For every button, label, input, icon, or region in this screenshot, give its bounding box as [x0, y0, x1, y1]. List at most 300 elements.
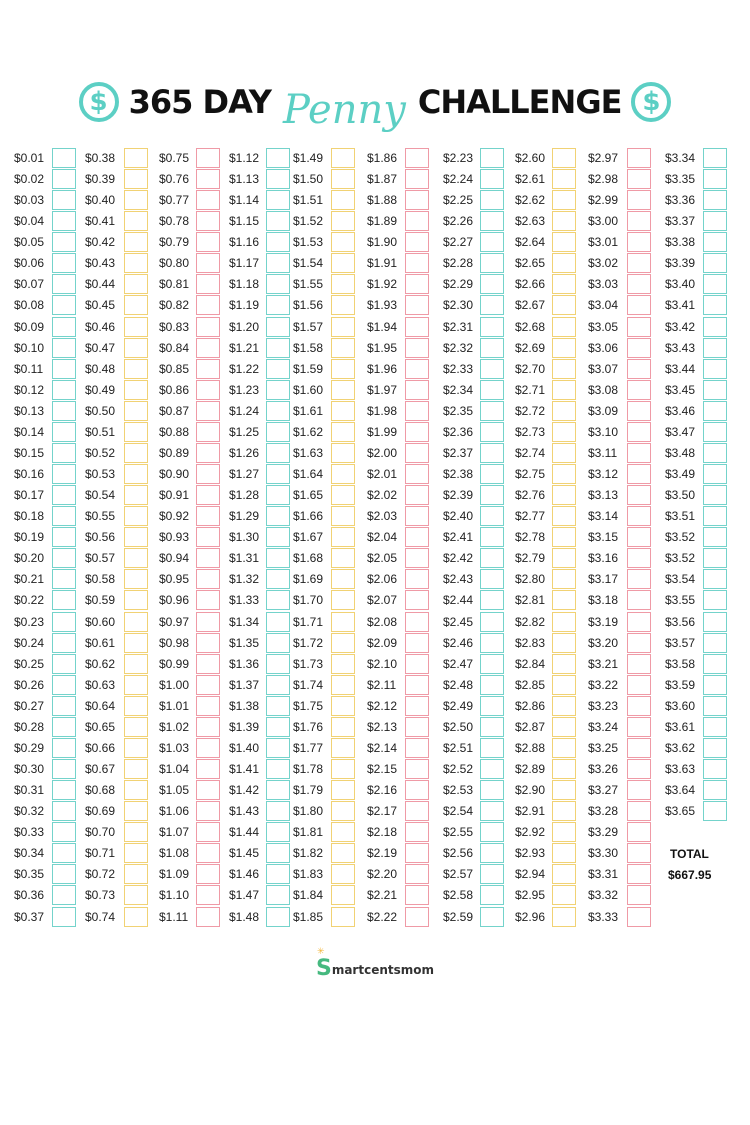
checkbox-cell[interactable]: [52, 443, 76, 463]
checkbox-cell[interactable]: [52, 717, 76, 737]
checkbox-cell[interactable]: [480, 211, 504, 231]
checkbox-cell[interactable]: [196, 527, 220, 547]
checkbox-cell[interactable]: [703, 274, 727, 294]
checkbox-cell[interactable]: [52, 401, 76, 421]
checkbox-cell[interactable]: [552, 885, 576, 905]
checkbox-cell[interactable]: [552, 633, 576, 653]
checkbox-cell[interactable]: [52, 590, 76, 610]
checkbox-cell[interactable]: [480, 696, 504, 716]
checkbox-cell[interactable]: [405, 190, 429, 210]
checkbox-cell[interactable]: [480, 169, 504, 189]
checkbox-cell[interactable]: [552, 274, 576, 294]
checkbox-cell[interactable]: [196, 717, 220, 737]
checkbox-cell[interactable]: [405, 527, 429, 547]
checkbox-cell[interactable]: [124, 843, 148, 863]
checkbox-cell[interactable]: [331, 317, 355, 337]
checkbox-cell[interactable]: [52, 169, 76, 189]
checkbox-cell[interactable]: [480, 401, 504, 421]
checkbox-cell[interactable]: [405, 380, 429, 400]
checkbox-cell[interactable]: [552, 422, 576, 442]
checkbox-cell[interactable]: [405, 675, 429, 695]
checkbox-cell[interactable]: [52, 274, 76, 294]
checkbox-cell[interactable]: [124, 590, 148, 610]
checkbox-cell[interactable]: [124, 717, 148, 737]
checkbox-cell[interactable]: [52, 485, 76, 505]
checkbox-cell[interactable]: [703, 759, 727, 779]
checkbox-cell[interactable]: [703, 738, 727, 758]
checkbox-cell[interactable]: [480, 359, 504, 379]
checkbox-cell[interactable]: [405, 612, 429, 632]
checkbox-cell[interactable]: [124, 633, 148, 653]
checkbox-cell[interactable]: [196, 654, 220, 674]
checkbox-cell[interactable]: [703, 443, 727, 463]
checkbox-cell[interactable]: [627, 738, 651, 758]
checkbox-cell[interactable]: [266, 527, 290, 547]
checkbox-cell[interactable]: [480, 759, 504, 779]
checkbox-cell[interactable]: [331, 907, 355, 927]
checkbox-cell[interactable]: [196, 590, 220, 610]
checkbox-cell[interactable]: [552, 211, 576, 231]
checkbox-cell[interactable]: [552, 801, 576, 821]
checkbox-cell[interactable]: [196, 338, 220, 358]
checkbox-cell[interactable]: [552, 907, 576, 927]
checkbox-cell[interactable]: [124, 317, 148, 337]
checkbox-cell[interactable]: [266, 232, 290, 252]
checkbox-cell[interactable]: [266, 864, 290, 884]
checkbox-cell[interactable]: [552, 548, 576, 568]
checkbox-cell[interactable]: [627, 654, 651, 674]
checkbox-cell[interactable]: [703, 590, 727, 610]
checkbox-cell[interactable]: [52, 211, 76, 231]
checkbox-cell[interactable]: [266, 506, 290, 526]
checkbox-cell[interactable]: [627, 717, 651, 737]
checkbox-cell[interactable]: [52, 696, 76, 716]
checkbox-cell[interactable]: [405, 506, 429, 526]
checkbox-cell[interactable]: [405, 443, 429, 463]
checkbox-cell[interactable]: [331, 253, 355, 273]
checkbox-cell[interactable]: [405, 569, 429, 589]
checkbox-cell[interactable]: [196, 633, 220, 653]
checkbox-cell[interactable]: [627, 696, 651, 716]
checkbox-cell[interactable]: [480, 590, 504, 610]
checkbox-cell[interactable]: [405, 548, 429, 568]
checkbox-cell[interactable]: [124, 274, 148, 294]
checkbox-cell[interactable]: [405, 864, 429, 884]
checkbox-cell[interactable]: [196, 169, 220, 189]
checkbox-cell[interactable]: [703, 295, 727, 315]
checkbox-cell[interactable]: [124, 359, 148, 379]
checkbox-cell[interactable]: [627, 675, 651, 695]
checkbox-cell[interactable]: [405, 485, 429, 505]
checkbox-cell[interactable]: [52, 148, 76, 168]
checkbox-cell[interactable]: [627, 485, 651, 505]
checkbox-cell[interactable]: [266, 738, 290, 758]
checkbox-cell[interactable]: [266, 338, 290, 358]
checkbox-cell[interactable]: [627, 907, 651, 927]
checkbox-cell[interactable]: [331, 169, 355, 189]
checkbox-cell[interactable]: [266, 885, 290, 905]
checkbox-cell[interactable]: [266, 801, 290, 821]
checkbox-cell[interactable]: [703, 401, 727, 421]
checkbox-cell[interactable]: [52, 380, 76, 400]
checkbox-cell[interactable]: [627, 759, 651, 779]
checkbox-cell[interactable]: [331, 654, 355, 674]
checkbox-cell[interactable]: [331, 885, 355, 905]
checkbox-cell[interactable]: [627, 612, 651, 632]
checkbox-cell[interactable]: [627, 822, 651, 842]
checkbox-cell[interactable]: [124, 907, 148, 927]
checkbox-cell[interactable]: [627, 548, 651, 568]
checkbox-cell[interactable]: [405, 738, 429, 758]
checkbox-cell[interactable]: [196, 422, 220, 442]
checkbox-cell[interactable]: [266, 612, 290, 632]
checkbox-cell[interactable]: [124, 506, 148, 526]
checkbox-cell[interactable]: [266, 843, 290, 863]
checkbox-cell[interactable]: [196, 864, 220, 884]
checkbox-cell[interactable]: [627, 295, 651, 315]
checkbox-cell[interactable]: [331, 211, 355, 231]
checkbox-cell[interactable]: [552, 253, 576, 273]
checkbox-cell[interactable]: [627, 338, 651, 358]
checkbox-cell[interactable]: [405, 590, 429, 610]
checkbox-cell[interactable]: [331, 548, 355, 568]
checkbox-cell[interactable]: [52, 548, 76, 568]
checkbox-cell[interactable]: [52, 759, 76, 779]
checkbox-cell[interactable]: [480, 148, 504, 168]
checkbox-cell[interactable]: [331, 190, 355, 210]
checkbox-cell[interactable]: [196, 148, 220, 168]
checkbox-cell[interactable]: [703, 633, 727, 653]
checkbox-cell[interactable]: [124, 654, 148, 674]
checkbox-cell[interactable]: [405, 169, 429, 189]
checkbox-cell[interactable]: [331, 295, 355, 315]
checkbox-cell[interactable]: [627, 274, 651, 294]
checkbox-cell[interactable]: [331, 148, 355, 168]
checkbox-cell[interactable]: [331, 675, 355, 695]
checkbox-cell[interactable]: [196, 317, 220, 337]
checkbox-cell[interactable]: [196, 190, 220, 210]
checkbox-cell[interactable]: [627, 464, 651, 484]
checkbox-cell[interactable]: [52, 295, 76, 315]
checkbox-cell[interactable]: [627, 801, 651, 821]
checkbox-cell[interactable]: [52, 190, 76, 210]
checkbox-cell[interactable]: [266, 401, 290, 421]
checkbox-cell[interactable]: [266, 317, 290, 337]
checkbox-cell[interactable]: [405, 885, 429, 905]
checkbox-cell[interactable]: [196, 801, 220, 821]
checkbox-cell[interactable]: [266, 633, 290, 653]
checkbox-cell[interactable]: [480, 422, 504, 442]
checkbox-cell[interactable]: [480, 801, 504, 821]
checkbox-cell[interactable]: [331, 401, 355, 421]
checkbox-cell[interactable]: [196, 464, 220, 484]
checkbox-cell[interactable]: [266, 548, 290, 568]
checkbox-cell[interactable]: [124, 148, 148, 168]
checkbox-cell[interactable]: [480, 864, 504, 884]
checkbox-cell[interactable]: [52, 801, 76, 821]
checkbox-cell[interactable]: [331, 696, 355, 716]
checkbox-cell[interactable]: [480, 443, 504, 463]
checkbox-cell[interactable]: [405, 148, 429, 168]
checkbox-cell[interactable]: [196, 843, 220, 863]
checkbox-cell[interactable]: [703, 338, 727, 358]
checkbox-cell[interactable]: [552, 843, 576, 863]
checkbox-cell[interactable]: [627, 506, 651, 526]
checkbox-cell[interactable]: [405, 780, 429, 800]
checkbox-cell[interactable]: [196, 295, 220, 315]
checkbox-cell[interactable]: [331, 380, 355, 400]
checkbox-cell[interactable]: [552, 506, 576, 526]
checkbox-cell[interactable]: [331, 801, 355, 821]
checkbox-cell[interactable]: [627, 527, 651, 547]
checkbox-cell[interactable]: [331, 822, 355, 842]
checkbox-cell[interactable]: [627, 253, 651, 273]
checkbox-cell[interactable]: [480, 675, 504, 695]
checkbox-cell[interactable]: [196, 822, 220, 842]
checkbox-cell[interactable]: [703, 527, 727, 547]
checkbox-cell[interactable]: [480, 317, 504, 337]
checkbox-cell[interactable]: [703, 569, 727, 589]
checkbox-cell[interactable]: [266, 359, 290, 379]
checkbox-cell[interactable]: [266, 696, 290, 716]
checkbox-cell[interactable]: [52, 843, 76, 863]
checkbox-cell[interactable]: [552, 780, 576, 800]
checkbox-cell[interactable]: [331, 338, 355, 358]
checkbox-cell[interactable]: [552, 359, 576, 379]
checkbox-cell[interactable]: [552, 295, 576, 315]
checkbox-cell[interactable]: [52, 253, 76, 273]
checkbox-cell[interactable]: [405, 843, 429, 863]
checkbox-cell[interactable]: [124, 380, 148, 400]
checkbox-cell[interactable]: [124, 232, 148, 252]
checkbox-cell[interactable]: [480, 885, 504, 905]
checkbox-cell[interactable]: [331, 590, 355, 610]
checkbox-cell[interactable]: [552, 338, 576, 358]
checkbox-cell[interactable]: [124, 253, 148, 273]
checkbox-cell[interactable]: [405, 717, 429, 737]
checkbox-cell[interactable]: [52, 317, 76, 337]
checkbox-cell[interactable]: [627, 232, 651, 252]
checkbox-cell[interactable]: [196, 232, 220, 252]
checkbox-cell[interactable]: [331, 759, 355, 779]
checkbox-cell[interactable]: [52, 738, 76, 758]
checkbox-cell[interactable]: [552, 590, 576, 610]
checkbox-cell[interactable]: [627, 864, 651, 884]
checkbox-cell[interactable]: [52, 464, 76, 484]
checkbox-cell[interactable]: [552, 569, 576, 589]
checkbox-cell[interactable]: [52, 527, 76, 547]
checkbox-cell[interactable]: [552, 464, 576, 484]
checkbox-cell[interactable]: [480, 612, 504, 632]
checkbox-cell[interactable]: [627, 169, 651, 189]
checkbox-cell[interactable]: [405, 338, 429, 358]
checkbox-cell[interactable]: [124, 801, 148, 821]
checkbox-cell[interactable]: [703, 232, 727, 252]
checkbox-cell[interactable]: [703, 780, 727, 800]
checkbox-cell[interactable]: [52, 780, 76, 800]
checkbox-cell[interactable]: [331, 443, 355, 463]
checkbox-cell[interactable]: [196, 506, 220, 526]
checkbox-cell[interactable]: [196, 885, 220, 905]
checkbox-cell[interactable]: [627, 380, 651, 400]
checkbox-cell[interactable]: [405, 422, 429, 442]
checkbox-cell[interactable]: [124, 548, 148, 568]
checkbox-cell[interactable]: [196, 485, 220, 505]
checkbox-cell[interactable]: [52, 338, 76, 358]
checkbox-cell[interactable]: [703, 211, 727, 231]
checkbox-cell[interactable]: [703, 190, 727, 210]
checkbox-cell[interactable]: [266, 380, 290, 400]
checkbox-cell[interactable]: [405, 759, 429, 779]
checkbox-cell[interactable]: [703, 169, 727, 189]
checkbox-cell[interactable]: [703, 485, 727, 505]
checkbox-cell[interactable]: [266, 295, 290, 315]
checkbox-cell[interactable]: [331, 232, 355, 252]
checkbox-cell[interactable]: [266, 274, 290, 294]
checkbox-cell[interactable]: [552, 738, 576, 758]
checkbox-cell[interactable]: [552, 696, 576, 716]
checkbox-cell[interactable]: [266, 422, 290, 442]
checkbox-cell[interactable]: [552, 654, 576, 674]
checkbox-cell[interactable]: [124, 738, 148, 758]
checkbox-cell[interactable]: [627, 633, 651, 653]
checkbox-cell[interactable]: [552, 380, 576, 400]
checkbox-cell[interactable]: [703, 422, 727, 442]
checkbox-cell[interactable]: [196, 675, 220, 695]
checkbox-cell[interactable]: [405, 907, 429, 927]
checkbox-cell[interactable]: [52, 675, 76, 695]
checkbox-cell[interactable]: [627, 190, 651, 210]
checkbox-cell[interactable]: [52, 907, 76, 927]
checkbox-cell[interactable]: [552, 232, 576, 252]
checkbox-cell[interactable]: [627, 443, 651, 463]
checkbox-cell[interactable]: [331, 569, 355, 589]
checkbox-cell[interactable]: [331, 612, 355, 632]
checkbox-cell[interactable]: [124, 295, 148, 315]
checkbox-cell[interactable]: [124, 169, 148, 189]
checkbox-cell[interactable]: [405, 633, 429, 653]
checkbox-cell[interactable]: [552, 612, 576, 632]
checkbox-cell[interactable]: [552, 864, 576, 884]
checkbox-cell[interactable]: [124, 569, 148, 589]
checkbox-cell[interactable]: [124, 401, 148, 421]
checkbox-cell[interactable]: [266, 907, 290, 927]
checkbox-cell[interactable]: [196, 780, 220, 800]
checkbox-cell[interactable]: [703, 359, 727, 379]
checkbox-cell[interactable]: [405, 359, 429, 379]
checkbox-cell[interactable]: [405, 654, 429, 674]
checkbox-cell[interactable]: [331, 633, 355, 653]
checkbox-cell[interactable]: [196, 759, 220, 779]
checkbox-cell[interactable]: [196, 274, 220, 294]
checkbox-cell[interactable]: [480, 527, 504, 547]
checkbox-cell[interactable]: [405, 696, 429, 716]
checkbox-cell[interactable]: [405, 211, 429, 231]
checkbox-cell[interactable]: [196, 907, 220, 927]
checkbox-cell[interactable]: [331, 506, 355, 526]
checkbox-cell[interactable]: [703, 464, 727, 484]
checkbox-cell[interactable]: [52, 569, 76, 589]
checkbox-cell[interactable]: [480, 464, 504, 484]
checkbox-cell[interactable]: [52, 422, 76, 442]
checkbox-cell[interactable]: [124, 612, 148, 632]
checkbox-cell[interactable]: [331, 717, 355, 737]
checkbox-cell[interactable]: [480, 506, 504, 526]
checkbox-cell[interactable]: [480, 654, 504, 674]
checkbox-cell[interactable]: [331, 359, 355, 379]
checkbox-cell[interactable]: [703, 548, 727, 568]
checkbox-cell[interactable]: [552, 148, 576, 168]
checkbox-cell[interactable]: [266, 780, 290, 800]
checkbox-cell[interactable]: [552, 759, 576, 779]
checkbox-cell[interactable]: [52, 864, 76, 884]
checkbox-cell[interactable]: [52, 359, 76, 379]
checkbox-cell[interactable]: [196, 569, 220, 589]
checkbox-cell[interactable]: [331, 527, 355, 547]
checkbox-cell[interactable]: [266, 464, 290, 484]
checkbox-cell[interactable]: [266, 443, 290, 463]
checkbox-cell[interactable]: [627, 359, 651, 379]
checkbox-cell[interactable]: [627, 401, 651, 421]
checkbox-cell[interactable]: [196, 696, 220, 716]
checkbox-cell[interactable]: [405, 401, 429, 421]
checkbox-cell[interactable]: [52, 654, 76, 674]
checkbox-cell[interactable]: [480, 548, 504, 568]
checkbox-cell[interactable]: [266, 190, 290, 210]
checkbox-cell[interactable]: [196, 380, 220, 400]
checkbox-cell[interactable]: [405, 232, 429, 252]
checkbox-cell[interactable]: [266, 822, 290, 842]
checkbox-cell[interactable]: [480, 190, 504, 210]
checkbox-cell[interactable]: [480, 485, 504, 505]
checkbox-cell[interactable]: [480, 295, 504, 315]
checkbox-cell[interactable]: [552, 190, 576, 210]
checkbox-cell[interactable]: [196, 738, 220, 758]
checkbox-cell[interactable]: [552, 317, 576, 337]
checkbox-cell[interactable]: [266, 675, 290, 695]
checkbox-cell[interactable]: [480, 738, 504, 758]
checkbox-cell[interactable]: [331, 422, 355, 442]
checkbox-cell[interactable]: [627, 843, 651, 863]
checkbox-cell[interactable]: [480, 338, 504, 358]
checkbox-cell[interactable]: [331, 274, 355, 294]
checkbox-cell[interactable]: [196, 612, 220, 632]
checkbox-cell[interactable]: [124, 422, 148, 442]
checkbox-cell[interactable]: [703, 253, 727, 273]
checkbox-cell[interactable]: [196, 253, 220, 273]
checkbox-cell[interactable]: [552, 169, 576, 189]
checkbox-cell[interactable]: [266, 590, 290, 610]
checkbox-cell[interactable]: [196, 359, 220, 379]
checkbox-cell[interactable]: [124, 759, 148, 779]
checkbox-cell[interactable]: [552, 485, 576, 505]
checkbox-cell[interactable]: [124, 527, 148, 547]
checkbox-cell[interactable]: [196, 211, 220, 231]
checkbox-cell[interactable]: [405, 253, 429, 273]
checkbox-cell[interactable]: [331, 738, 355, 758]
checkbox-cell[interactable]: [124, 211, 148, 231]
checkbox-cell[interactable]: [627, 885, 651, 905]
checkbox-cell[interactable]: [627, 780, 651, 800]
checkbox-cell[interactable]: [124, 780, 148, 800]
checkbox-cell[interactable]: [266, 148, 290, 168]
checkbox-cell[interactable]: [552, 401, 576, 421]
checkbox-cell[interactable]: [124, 443, 148, 463]
checkbox-cell[interactable]: [124, 696, 148, 716]
checkbox-cell[interactable]: [266, 759, 290, 779]
checkbox-cell[interactable]: [405, 295, 429, 315]
checkbox-cell[interactable]: [480, 907, 504, 927]
